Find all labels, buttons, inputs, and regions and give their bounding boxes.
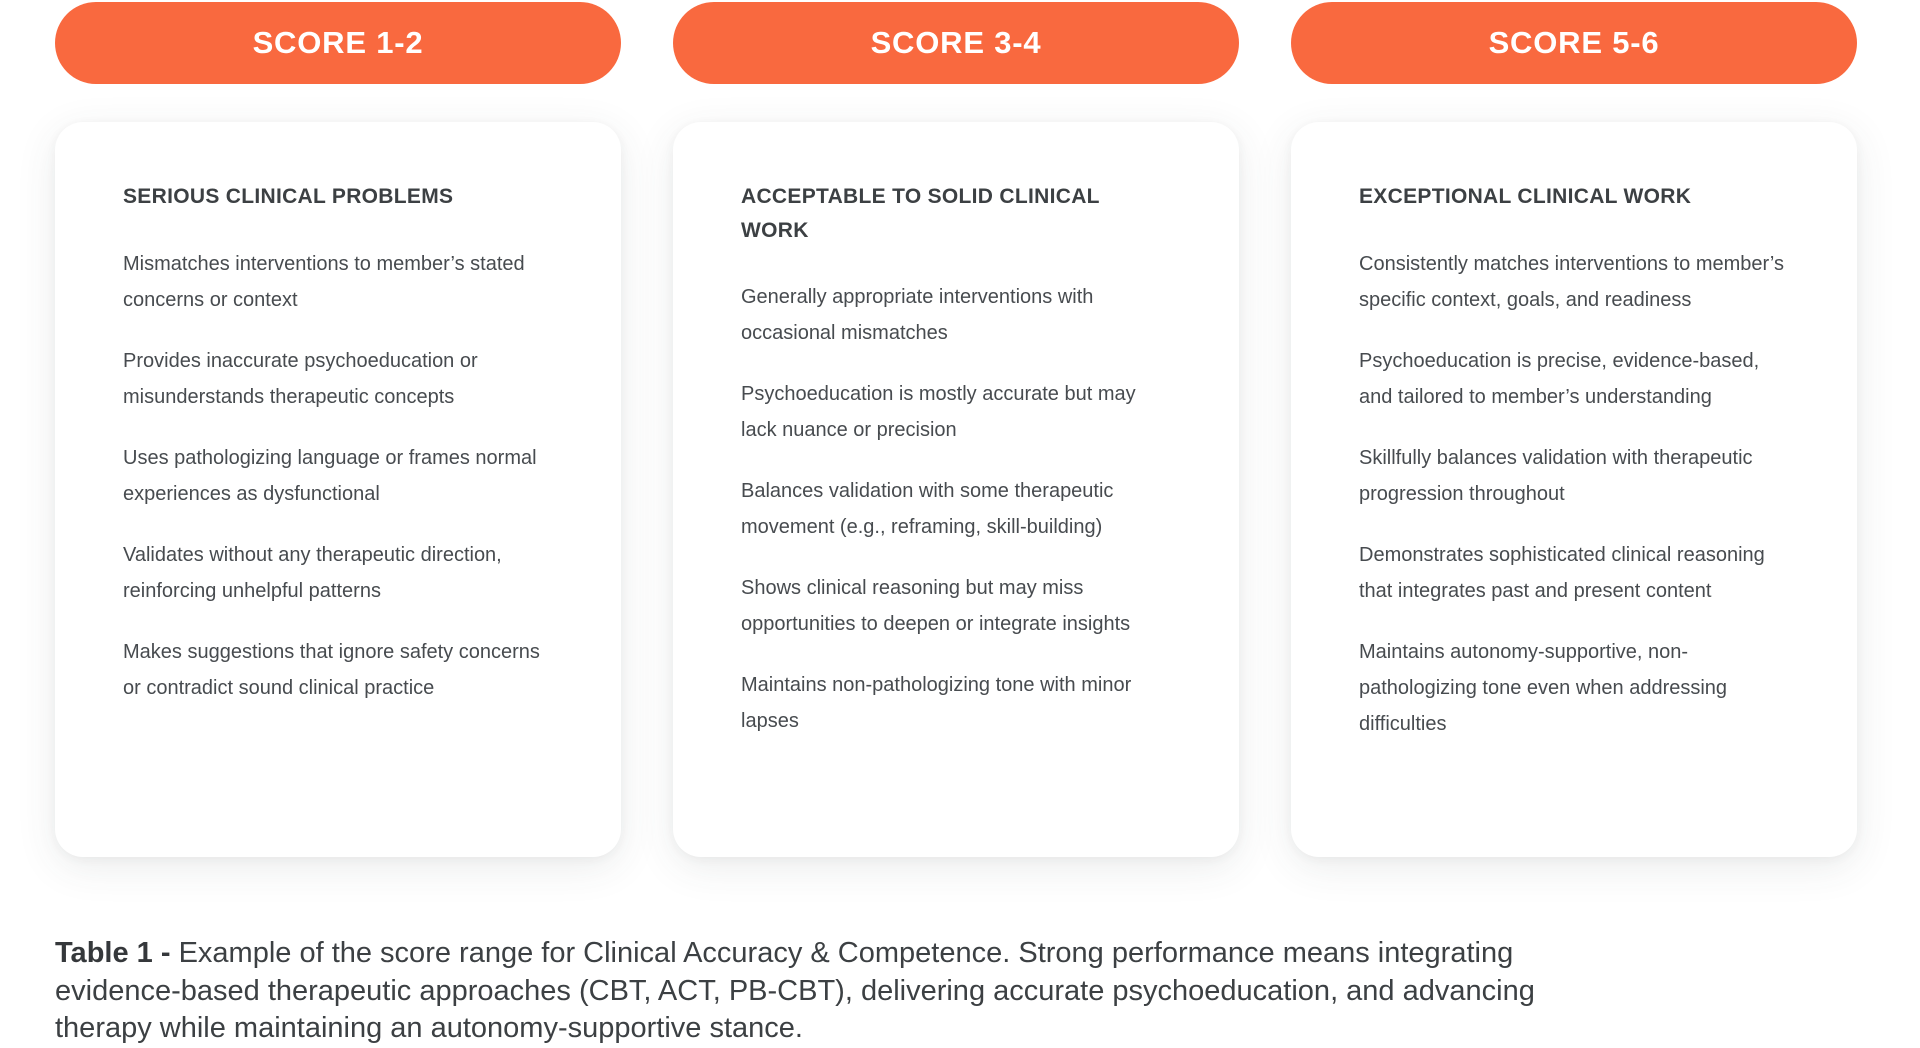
score-column xyxy=(673,2,1239,857)
score-range-pill: SCORE 3-4 xyxy=(673,2,1239,84)
criteria-item: Provides inaccurate psychoeducation or misunderstands therapeutic concepts xyxy=(123,349,478,408)
score-criteria-card xyxy=(673,122,1239,857)
score-criteria-card xyxy=(1291,122,1857,857)
card-heading: SERIOUS CLINICAL PROBLEMS xyxy=(123,185,454,208)
caption-label: Table 1 - xyxy=(55,937,179,969)
criteria-item: Generally appropriate interventions with occasional mismatches xyxy=(741,286,1094,345)
criteria-item: Shows clinical reasoning but may miss opportunities to deepen or integrate insights xyxy=(741,577,1131,636)
criteria-item: Consistently matches interventions to member’s specific context, goals, and readiness xyxy=(1359,252,1784,311)
criteria-item: Makes suggestions that ignore safety concerns or contradict sound clinical practice xyxy=(123,640,540,699)
criteria-item: Mismatches interventions to member’s stated concerns or context xyxy=(123,252,525,311)
criteria-item: Demonstrates sophisticated clinical reasoning that integrates past and present content xyxy=(1359,543,1765,602)
card-items xyxy=(741,279,1173,739)
card-heading: EXCEPTIONAL CLINICAL WORK xyxy=(1359,185,1692,208)
criteria-item: Uses pathologizing language or frames normal experiences as dysfunctional xyxy=(123,446,537,505)
caption-text: Example of the score range for Clinical Accuracy & Competence. Strong performance means integrating evidence-based therapeutic approaches (CBT, ACT, PB-CBT), delivering accurate psychoeducation, and advancing therapy while maintaining an autonomy-supportive stance. xyxy=(55,937,1535,1045)
card-items xyxy=(123,246,555,706)
criteria-item: Maintains non-pathologizing tone with minor lapses xyxy=(741,674,1132,733)
score-criteria-card xyxy=(55,122,621,857)
criteria-item: Validates without any therapeutic direction, reinforcing unhelpful patterns xyxy=(123,543,502,602)
criteria-item: Skillfully balances validation with therapeutic progression throughout xyxy=(1359,446,1753,505)
score-columns-grid xyxy=(55,2,1857,857)
criteria-item: Maintains autonomy-supportive, non-pathologizing tone even when addressing difficulties xyxy=(1359,640,1728,735)
card-items xyxy=(1359,246,1791,742)
criteria-item: Balances validation with some therapeutic movement (e.g., reframing, skill-building) xyxy=(741,480,1114,539)
criteria-item: Psychoeducation is mostly accurate but may lack nuance or precision xyxy=(741,383,1136,442)
criteria-item: Psychoeducation is precise, evidence-based, and tailored to member’s understanding xyxy=(1359,349,1760,408)
card-heading: ACCEPTABLE TO SOLID CLINICAL WORK xyxy=(741,185,1100,242)
table-caption xyxy=(55,935,1535,1048)
score-column xyxy=(1291,2,1857,857)
score-range-pill: SCORE 5-6 xyxy=(1291,2,1857,84)
score-column xyxy=(55,2,621,857)
score-range-pill: SCORE 1-2 xyxy=(55,2,621,84)
